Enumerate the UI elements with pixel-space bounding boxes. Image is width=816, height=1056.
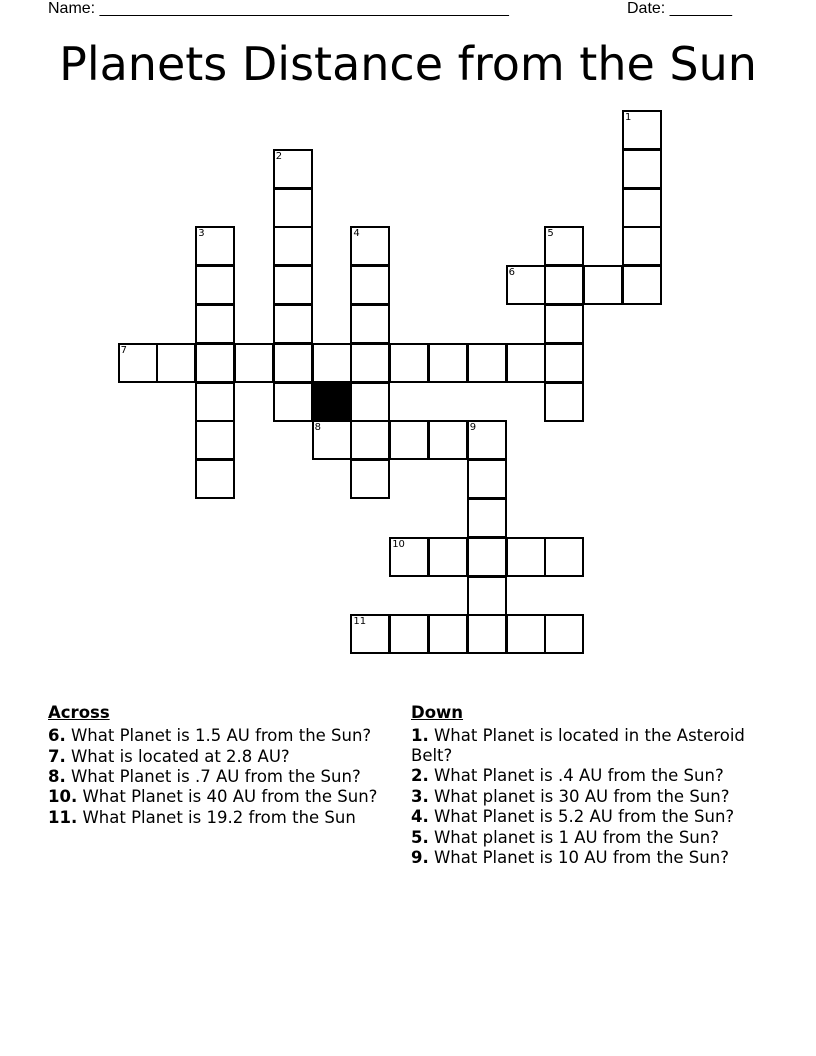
- crossword-cell[interactable]: [273, 304, 313, 344]
- crossword-cell[interactable]: [467, 459, 507, 499]
- crossword-cell[interactable]: [389, 614, 429, 654]
- name-line: Name: ______________________________________________: [48, 0, 509, 17]
- crossword-cell[interactable]: [350, 304, 390, 344]
- crossword-cell[interactable]: [273, 382, 313, 422]
- crossword-cell[interactable]: [428, 420, 468, 460]
- crossword-cell[interactable]: [273, 188, 313, 228]
- down-heading: Down: [411, 703, 464, 722]
- crossword-cell[interactable]: [195, 304, 235, 344]
- crossword-cell[interactable]: [467, 343, 507, 383]
- crossword-cell[interactable]: [622, 226, 662, 266]
- crossword-cell[interactable]: [350, 226, 390, 266]
- clue-across: 8. What Planet is .7 AU from the Sun?: [48, 767, 361, 787]
- crossword-cell[interactable]: [544, 382, 584, 422]
- crossword-cell[interactable]: [467, 498, 507, 538]
- across-clues: [48, 703, 393, 828]
- crossword-cell[interactable]: [506, 265, 546, 305]
- crossword-cell[interactable]: [622, 188, 662, 228]
- crossword-cell[interactable]: [428, 537, 468, 577]
- crossword-cell[interactable]: [506, 614, 546, 654]
- crossword-cell[interactable]: [389, 537, 429, 577]
- down-clues: [411, 703, 761, 868]
- clue-down: 1. What Planet is located in the Asteroid Belt?: [411, 726, 745, 766]
- clue-number: 1: [625, 111, 632, 123]
- crossword-cell[interactable]: [273, 149, 313, 189]
- clue-down: 5. What planet is 1 AU from the Sun?: [411, 827, 719, 847]
- crossword-cell[interactable]: [544, 226, 584, 266]
- crossword-cell[interactable]: [467, 537, 507, 577]
- crossword-cell[interactable]: [273, 343, 313, 383]
- crossword-cell[interactable]: [273, 265, 313, 305]
- clue-number: 4: [353, 228, 360, 240]
- crossword-cell[interactable]: [544, 265, 584, 305]
- crossword-cell[interactable]: [544, 614, 584, 654]
- crossword-cell[interactable]: [195, 459, 235, 499]
- crossword-cell[interactable]: [544, 304, 584, 344]
- crossword-cell[interactable]: [389, 343, 429, 383]
- clue-across: 11. What Planet is 19.2 from the Sun: [48, 807, 356, 827]
- clue-number: 7: [120, 344, 127, 356]
- crossword-cell[interactable]: [350, 382, 390, 422]
- clue-down: 9. What Planet is 10 AU from the Sun?: [411, 848, 729, 868]
- crossword-cell[interactable]: [195, 265, 235, 305]
- crossword-cell[interactable]: [195, 382, 235, 422]
- clue-number: 10: [392, 538, 405, 550]
- clue-down: 2. What Planet is .4 AU from the Sun?: [411, 766, 724, 786]
- crossword-cell[interactable]: [506, 537, 546, 577]
- clue-number: 9: [469, 422, 477, 434]
- clue-down: 4. What Planet is 5.2 AU from the Sun?: [411, 807, 735, 827]
- crossword-cell[interactable]: [273, 226, 313, 266]
- crossword-cell[interactable]: [350, 420, 390, 460]
- crossword-cell[interactable]: [467, 576, 507, 616]
- crossword-cell[interactable]: [350, 265, 390, 305]
- clue-number: 5: [547, 228, 554, 240]
- crossword-cell[interactable]: [312, 343, 352, 383]
- crossword-cell[interactable]: [118, 343, 158, 383]
- clue-number: 8: [314, 422, 321, 434]
- crossword-cell[interactable]: [622, 265, 662, 305]
- crossword-cell[interactable]: [156, 343, 196, 383]
- blocked-cell: [312, 382, 352, 422]
- crossword-cell[interactable]: [506, 343, 546, 383]
- crossword-cell[interactable]: [622, 110, 662, 150]
- crossword-cell[interactable]: [622, 149, 662, 189]
- clue-across: 6. What Planet is 1.5 AU from the Sun?: [48, 726, 372, 746]
- clue-across: 7. What is located at 2.8 AU?: [48, 746, 290, 766]
- crossword-cell[interactable]: [544, 537, 584, 577]
- clue-across: 10. What Planet is 40 AU from the Sun?: [48, 787, 378, 807]
- crossword-cell[interactable]: [312, 420, 352, 460]
- crossword-cell[interactable]: [350, 614, 390, 654]
- clue-down: 3. What planet is 30 AU from the Sun?: [411, 786, 730, 806]
- crossword-cell[interactable]: [583, 265, 623, 305]
- date-line: Date: _______: [627, 0, 732, 17]
- clue-number: 3: [198, 228, 205, 240]
- crossword-cell[interactable]: [428, 614, 468, 654]
- crossword-cell[interactable]: [389, 420, 429, 460]
- crossword-cell[interactable]: [195, 343, 235, 383]
- crossword-cell[interactable]: [350, 459, 390, 499]
- clue-number: 2: [275, 150, 283, 162]
- crossword-cell[interactable]: [350, 343, 390, 383]
- clue-number: 6: [508, 267, 515, 279]
- across-heading: Across: [48, 703, 110, 722]
- crossword-cell[interactable]: [195, 226, 235, 266]
- crossword-cell[interactable]: [467, 420, 507, 460]
- crossword-cell[interactable]: [467, 614, 507, 654]
- crossword-cell[interactable]: [195, 420, 235, 460]
- page-title: Planets Distance from the Sun: [59, 37, 757, 91]
- crossword-cell[interactable]: [544, 343, 584, 383]
- crossword-cell[interactable]: [234, 343, 274, 383]
- clue-number: 11: [353, 616, 367, 628]
- crossword-cell[interactable]: [428, 343, 468, 383]
